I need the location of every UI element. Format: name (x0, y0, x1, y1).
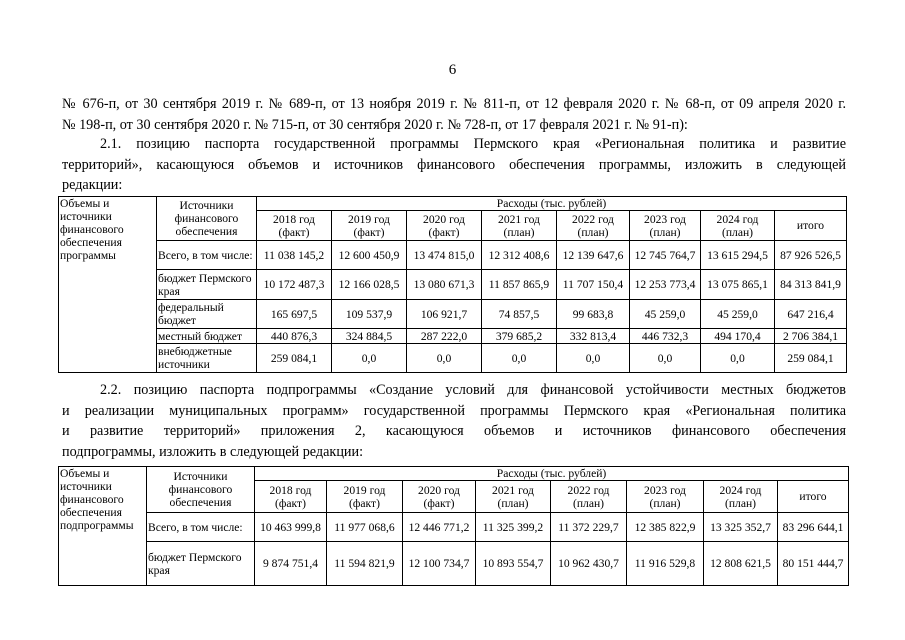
t1-cell: 0,0 (630, 344, 701, 373)
t1-cell: 0,0 (482, 344, 557, 373)
t2-cell: 83 296 644,1 (778, 513, 849, 542)
intro-paragraph (62, 94, 846, 135)
table-row (59, 270, 847, 300)
t1-year-header: 2022 год (план) (557, 211, 630, 241)
t1-cell: 13 474 815,0 (407, 241, 482, 270)
t1-cell: 440 876,3 (257, 329, 332, 344)
t1-cell: 324 884,5 (332, 329, 407, 344)
t2-cell: 11 325 399,2 (476, 513, 551, 542)
t2-year-header: 2020 год (факт) (403, 481, 476, 513)
t1-row-label: бюджет Пермского края (157, 270, 257, 300)
t1-cell: 0,0 (701, 344, 775, 373)
t1-cell: 379 685,2 (482, 329, 557, 344)
t1-cell: 647 216,4 (775, 300, 847, 329)
t1-row-label: местный бюджет (157, 329, 257, 344)
t1-row-label: Всего, в том числе: (157, 241, 257, 270)
t2-row-label: бюджет Пермского края (147, 542, 255, 586)
financing-table-subprogram (58, 466, 849, 586)
t1-cell: 12 139 647,6 (557, 241, 630, 270)
t1-cell: 45 259,0 (630, 300, 701, 329)
t1-cell: 259 084,1 (775, 344, 847, 373)
t1-cell: 13 075 865,1 (701, 270, 775, 300)
t1-cell: 13 615 294,5 (701, 241, 775, 270)
t1-cell: 11 857 865,9 (482, 270, 557, 300)
t1-cell: 2 706 384,1 (775, 329, 847, 344)
t2-col2-header: Источники финансового обеспечения (147, 467, 255, 513)
t1-cell: 45 259,0 (701, 300, 775, 329)
table-row (59, 542, 849, 586)
para2-line-2: и реализации муниципальных программ» государственной программы Пермского края «Региональная политика (62, 402, 846, 419)
table-row (59, 329, 847, 344)
t1-cell: 287 222,0 (407, 329, 482, 344)
t1-cell: 494 170,4 (701, 329, 775, 344)
t1-row-label: внебюджетные источники (157, 344, 257, 373)
t1-cell: 0,0 (332, 344, 407, 373)
t1-cell: 109 537,9 (332, 300, 407, 329)
para2-line-4: подпрограммы, изложить в следующей редакции: (62, 443, 364, 460)
t2-cell: 11 372 229,7 (551, 513, 627, 542)
t2-expenses-header: Расходы (тыс. рублей) (255, 467, 849, 481)
t1-col1-header: Объемы и источники финансового обеспечения программы (59, 197, 157, 373)
table-row (59, 300, 847, 329)
t1-cell: 165 697,5 (257, 300, 332, 329)
t1-cell: 99 683,8 (557, 300, 630, 329)
t2-row-label: Всего, в том числе: (147, 513, 255, 542)
t1-cell: 446 732,3 (630, 329, 701, 344)
t2-year-header: 2019 год (факт) (327, 481, 403, 513)
t1-year-header: 2018 год (факт) (257, 211, 332, 241)
t1-col2-header: Источники финансового обеспечения (157, 197, 257, 241)
t1-year-header: 2023 год (план) (630, 211, 701, 241)
para1-line-3: редакции: (62, 177, 123, 193)
t2-cell: 80 151 444,7 (778, 542, 849, 586)
t2-year-header: 2021 год (план) (476, 481, 551, 513)
t1-year-header: 2024 год (план) (701, 211, 775, 241)
t1-cell: 11 038 145,2 (257, 241, 332, 270)
t1-cell: 332 813,4 (557, 329, 630, 344)
t1-cell: 12 600 450,9 (332, 241, 407, 270)
t1-year-header: 2020 год (факт) (407, 211, 482, 241)
t1-row-label: федеральный бюджет (157, 300, 257, 329)
t1-year-header: 2021 год (план) (482, 211, 557, 241)
t1-cell: 84 313 841,9 (775, 270, 847, 300)
t2-col1-header: Объемы и источники финансового обеспечения подпрограммы (59, 467, 147, 586)
t1-cell: 0,0 (407, 344, 482, 373)
t1-cell: 12 166 028,5 (332, 270, 407, 300)
t2-year-header: 2022 год (план) (551, 481, 627, 513)
t2-cell: 11 916 529,8 (627, 542, 704, 586)
para1-line-1: 2.1. позицию паспорта государственной программы Пермского края «Региональная политика и развитие (100, 136, 846, 152)
t1-cell: 12 253 773,4 (630, 270, 701, 300)
t1-cell: 12 745 764,7 (630, 241, 701, 270)
t2-year-header: 2023 год (план) (627, 481, 704, 513)
table-row (59, 241, 847, 270)
t2-cell: 10 962 430,7 (551, 542, 627, 586)
para2-line-1: 2.2. позицию паспорта подпрограммы «Создание условий для финансовой устойчивости местных бюджетов (100, 382, 846, 398)
t1-expenses-header: Расходы (тыс. рублей) (257, 197, 847, 211)
paragraph-2-2 (62, 380, 846, 462)
intro-line-1: № 676-п, от 30 сентября 2019 г. № 689-п, от 13 ноября 2019 г. № 811-п, от 12 февраля 2020 г. № 68-п, от 09 апреля 2020 г. (62, 96, 846, 112)
intro-line-2: № 198-п, от 30 сентября 2020 г. № 715-п, от 30 сентября 2020 г. № 728-п, от 17 февраля 2021 г. № 91-п): (62, 116, 688, 133)
t2-cell: 13 325 352,7 (704, 513, 778, 542)
t1-cell: 259 084,1 (257, 344, 332, 373)
t1-cell: 74 857,5 (482, 300, 557, 329)
t1-cell: 11 707 150,4 (557, 270, 630, 300)
t2-cell: 11 594 821,9 (327, 542, 403, 586)
financing-table-program (58, 196, 847, 373)
t2-total-header: итого (778, 481, 849, 513)
t1-total-header: итого (775, 211, 847, 241)
t2-cell: 12 100 734,7 (403, 542, 476, 586)
t1-cell: 10 172 487,3 (257, 270, 332, 300)
t1-cell: 0,0 (557, 344, 630, 373)
t1-year-header: 2019 год (факт) (332, 211, 407, 241)
t2-cell: 10 893 554,7 (476, 542, 551, 586)
t2-cell: 12 446 771,2 (403, 513, 476, 542)
t2-year-header: 2024 год (план) (704, 481, 778, 513)
table-row (59, 344, 847, 373)
t1-cell: 12 312 408,6 (482, 241, 557, 270)
para1-line-2: территорий», касающуюся объемов и источников финансового обеспечения программы, изложить в следующей (62, 156, 846, 173)
t1-cell: 106 921,7 (407, 300, 482, 329)
table-row (59, 513, 849, 542)
t1-cell: 87 926 526,5 (775, 241, 847, 270)
t2-cell: 12 808 621,5 (704, 542, 778, 586)
t2-cell: 9 874 751,4 (255, 542, 327, 586)
t1-cell: 13 080 671,3 (407, 270, 482, 300)
t2-cell: 10 463 999,8 (255, 513, 327, 542)
t2-year-header: 2018 год (факт) (255, 481, 327, 513)
t2-cell: 12 385 822,9 (627, 513, 704, 542)
t2-cell: 11 977 068,6 (327, 513, 403, 542)
para2-line-3: и развитие территорий» приложения 2, касающуюся объемов и источников финансового обеспечения (62, 423, 846, 439)
paragraph-2-1 (62, 134, 846, 196)
page-number: 6 (448, 62, 457, 78)
